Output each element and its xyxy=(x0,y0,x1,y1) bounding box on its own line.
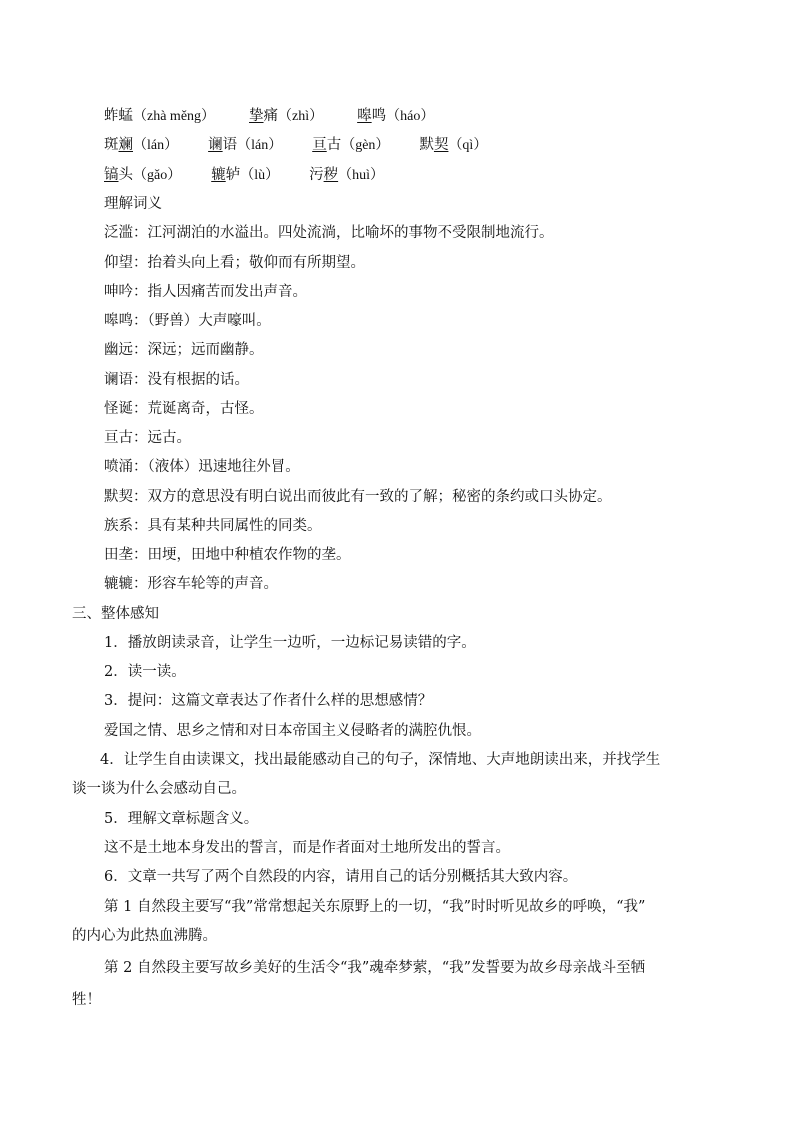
section-line: 4．让学生自由读课文，找出最能感动自己的句子，深情地、大声地朗读出来，并找学生 xyxy=(100,752,661,768)
section-line: 3．提问：这篇文章表达了作者什么样的思想感情？ xyxy=(104,693,433,709)
word-moqi: 默契（qì） xyxy=(419,137,488,153)
word-lanyu: 谰语（lán） xyxy=(208,137,283,153)
word-gaotou: 镐头（gǎo） xyxy=(104,167,182,183)
definition-item: 泛滥：江河湖泊的水溢出。四处流淌，比喻坏的事物不受限制地流行。 xyxy=(104,225,554,241)
word-zhitong: 挚痛（zhì） xyxy=(249,108,324,124)
section-line: 谈一谈为什么会感动自己。 xyxy=(72,781,246,797)
definition-item: 喷涌：（液体）迅速地往外冒。 xyxy=(104,459,300,475)
definition-item: 谰语：没有根据的话。 xyxy=(104,372,249,388)
word-haoming: 嗥鸣（háo） xyxy=(357,108,435,124)
word-zhameng: 蚱蜢（zhà měng） xyxy=(104,108,216,124)
definition-item: 嗥鸣：（野兽）大声嚎叫。 xyxy=(104,313,271,329)
definition-item: 呻吟：指人因痛苦而发出声音。 xyxy=(104,284,307,300)
definition-item: 仰望：抬着头向上看；敬仰而有所期望。 xyxy=(104,255,365,271)
definition-item: 辘辘：形容车轮等的声音。 xyxy=(104,576,278,592)
section-line: 1．播放朗读录音，让学生一边听，一边标记易读错的字。 xyxy=(104,635,476,651)
word-gengu: 亘古（gèn） xyxy=(312,137,390,153)
pronunciation-row-2 xyxy=(104,135,487,156)
definition-item: 幽远：深远；远而幽静。 xyxy=(104,342,264,358)
section-line: 牲！ xyxy=(72,992,101,1008)
word-wuhui: 污秽（huì） xyxy=(309,167,384,183)
word-banlan: 斑斓（lán） xyxy=(104,137,179,153)
section-line: 这不是土地本身发出的誓言，而是作者面对土地所发出的誓言。 xyxy=(104,840,510,856)
section-line: 第 2 自然段主要写故乡美好的生活令“我”魂牵梦萦，“我”发誓要为故乡母亲战斗至牺 xyxy=(104,960,646,976)
section-line: 第 1 自然段主要写“我”常常想起关东原野上的一切，“我”时时听见故乡的呼唤，“我” xyxy=(104,899,646,915)
section-line: 2．读一读。 xyxy=(104,664,186,680)
section-line: 5．理解文章标题含义。 xyxy=(104,811,259,827)
definition-item: 亘古：远古。 xyxy=(104,430,191,446)
section-heading: 三、整体感知 xyxy=(72,606,159,622)
definition-item: 怪诞：荒诞离奇，古怪。 xyxy=(104,401,264,417)
definition-item: 默契：双方的意思没有明白说出而彼此有一致的了解；秘密的条约或口头协定。 xyxy=(104,489,612,505)
vocab-heading: 理解词义 xyxy=(104,196,162,212)
section-line: 爱国之情、思乡之情和对日本帝国主义侵略者的满腔仇恨。 xyxy=(104,723,481,739)
definition-item: 族系：具有某种共同属性的同类。 xyxy=(104,518,322,534)
section-line: 的内心为此热血沸腾。 xyxy=(72,928,217,944)
pronunciation-row-1 xyxy=(104,106,434,127)
pronunciation-row-3 xyxy=(104,165,384,186)
section-line: 6．文章一共写了两个自然段的内容，请用自己的话分别概括其大致内容。 xyxy=(104,869,578,885)
definition-item: 田垄：田埂，田地中种植农作物的垄。 xyxy=(104,547,351,563)
word-lulu: 辘轳（lù） xyxy=(211,167,280,183)
